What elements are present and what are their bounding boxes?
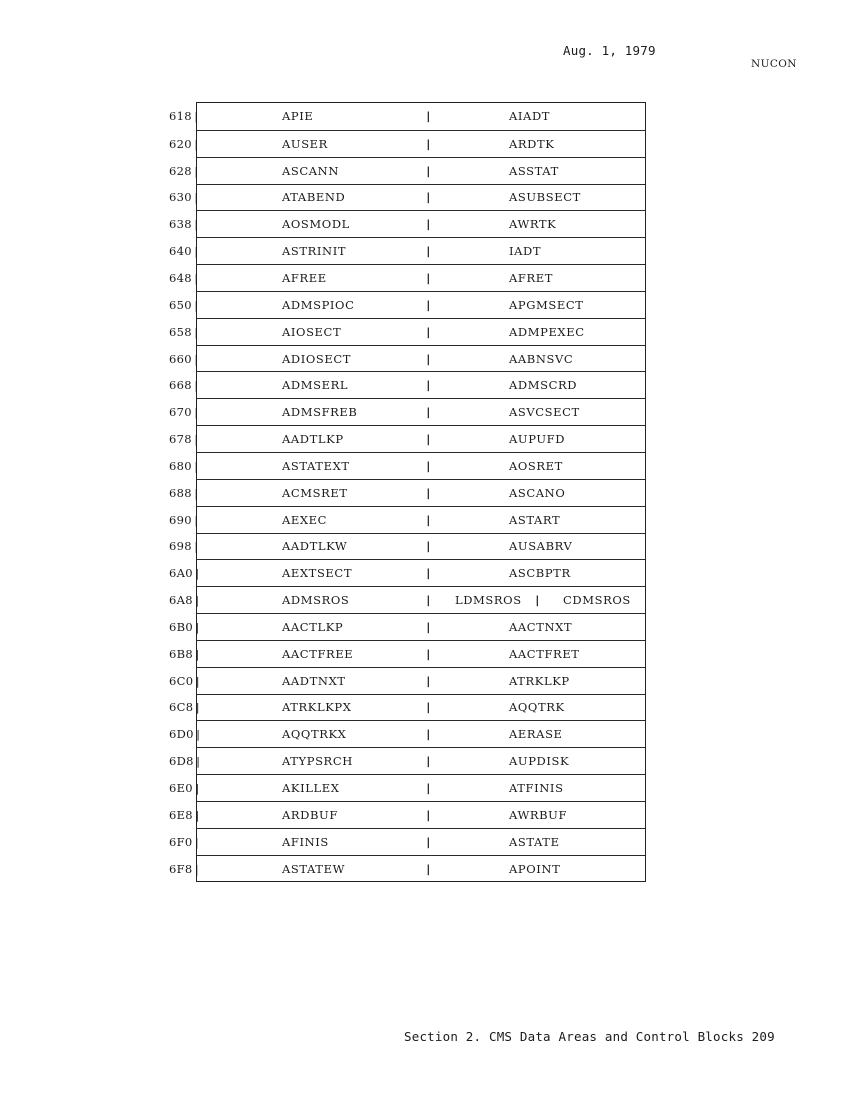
left-field: ADMSFREB: [282, 405, 358, 420]
field-divider: |: [425, 217, 432, 231]
left-field: AADTLKW: [282, 539, 348, 554]
table-row: [169, 559, 645, 586]
row-offset: 648 |: [169, 271, 200, 285]
row-offset: 670 |: [169, 405, 200, 419]
right-field: ADMPEXEC: [509, 324, 585, 339]
right-field: IADT: [509, 244, 542, 259]
right-field-first-half: LDMSROS: [455, 593, 522, 608]
left-field: ADMSROS: [282, 593, 350, 608]
right-field: AWRBUF: [509, 807, 568, 822]
right-field: AFRET: [509, 270, 554, 285]
left-field: AQQTRKX: [282, 727, 347, 742]
row-offset: 680 |: [169, 459, 200, 473]
row-offset: 6C0 |: [169, 674, 201, 688]
table-row: [169, 640, 645, 667]
left-field: AUSER: [282, 136, 328, 151]
table-row: [169, 398, 645, 425]
table-row: [169, 425, 645, 452]
right-field: ATRKLKP: [509, 673, 570, 688]
field-divider: |: [425, 271, 432, 285]
left-field: ASTRINIT: [282, 244, 347, 259]
field-divider: |: [425, 862, 432, 876]
row-offset: 6D8 |: [169, 754, 202, 768]
table-row: [169, 667, 645, 694]
row-offset: 6E8 |: [169, 808, 201, 822]
right-field: AUPDISK: [509, 754, 570, 769]
table-row: [169, 237, 645, 264]
table-row: [169, 345, 645, 372]
field-divider: |: [425, 352, 432, 366]
field-divider: |: [425, 835, 432, 849]
table-row: [169, 506, 645, 533]
left-field: AOSMODL: [282, 217, 350, 232]
field-divider: |: [425, 190, 432, 204]
right-field: ARDTK: [509, 136, 555, 151]
left-field: ATYPSRCH: [282, 754, 353, 769]
field-divider: |: [425, 727, 432, 741]
table-row: [169, 613, 645, 640]
table-row: [169, 720, 645, 747]
right-field-second-half: CDMSROS: [563, 593, 631, 608]
field-divider: |: [425, 405, 432, 419]
page-date: Aug. 1, 1979: [563, 43, 656, 58]
field-divider: |: [425, 325, 432, 339]
row-offset: 6B8 |: [169, 647, 201, 661]
table-row: [169, 855, 645, 882]
right-field: AUPUFD: [509, 432, 566, 447]
field-divider: |: [425, 754, 432, 768]
table-row: [169, 157, 645, 184]
right-field: ASCBPTR: [509, 566, 571, 581]
left-field: AACTLKP: [282, 619, 344, 634]
table-row: [169, 774, 645, 801]
right-field: ADMSCRD: [509, 378, 578, 393]
left-field: AIOSECT: [282, 324, 342, 339]
left-field: ASTATEXT: [282, 458, 350, 473]
right-field: AACTNXT: [509, 619, 573, 634]
left-field: AADTLKP: [282, 432, 344, 447]
left-field: APIE: [282, 109, 314, 124]
field-divider: |: [425, 459, 432, 473]
field-divider: |: [425, 700, 432, 714]
left-field: ASCANN: [282, 163, 340, 178]
table-row: [169, 184, 645, 211]
right-field: AIADT: [509, 109, 551, 124]
field-divider: |: [425, 244, 432, 258]
field-divider: |: [425, 378, 432, 392]
right-field: AERASE: [509, 727, 563, 742]
right-field: AUSABRV: [509, 539, 573, 554]
table-row: [169, 694, 645, 721]
page-number: 209: [751, 1029, 775, 1044]
left-field: AACTFREE: [282, 646, 354, 661]
row-offset: 678 |: [169, 432, 200, 446]
row-offset: 6F8 |: [169, 862, 200, 876]
row-offset: 630 |: [169, 190, 200, 204]
right-field: APOINT: [509, 861, 561, 876]
left-field: ADMSERL: [282, 378, 349, 393]
left-field: ATABEND: [282, 190, 346, 205]
right-field: AOSRET: [509, 458, 563, 473]
right-field: ATFINIS: [509, 781, 564, 796]
right-field: ASSTAT: [509, 163, 559, 178]
control-block-table: [169, 102, 646, 882]
right-field: AQQTRK: [509, 700, 565, 715]
row-offset: 6A8 |: [169, 593, 201, 607]
left-field: ADMSPIOC: [282, 297, 355, 312]
left-field: AKILLEX: [282, 781, 340, 796]
field-divider: |: [425, 539, 432, 553]
table-row: [169, 801, 645, 828]
left-field: ACMSRET: [282, 485, 348, 500]
field-divider: |: [425, 109, 432, 123]
right-field: AACTFRET: [509, 646, 580, 661]
field-divider: |: [425, 620, 432, 634]
table-row: [169, 371, 645, 398]
left-field: AEXEC: [282, 512, 328, 527]
field-divider: |: [425, 566, 432, 580]
field-divider: |: [425, 137, 432, 151]
table-row: [169, 586, 645, 613]
table-row: [169, 318, 645, 345]
field-divider: |: [425, 432, 432, 446]
row-offset: 650 |: [169, 298, 200, 312]
field-divider: |: [425, 164, 432, 178]
field-divider: |: [425, 298, 432, 312]
table-row: [169, 747, 645, 774]
row-offset: 640 |: [169, 244, 200, 258]
half-word-divider: |: [534, 593, 541, 607]
left-field: AFINIS: [282, 834, 329, 849]
right-field: AABNSVC: [509, 351, 574, 366]
field-divider: |: [425, 593, 432, 607]
right-field: APGMSECT: [509, 297, 584, 312]
right-field: ASCANO: [509, 485, 566, 500]
right-field: ASVCSECT: [509, 405, 580, 420]
table-row: [169, 210, 645, 237]
field-divider: |: [425, 513, 432, 527]
table-row: [169, 291, 645, 318]
field-divider: |: [425, 808, 432, 822]
field-divider: |: [425, 486, 432, 500]
table-row: [169, 264, 645, 291]
table-row: [169, 828, 645, 855]
row-offset: 638 |: [169, 217, 200, 231]
right-field: ASTART: [509, 512, 561, 527]
table-row: [169, 103, 645, 130]
row-offset: 6A0 |: [169, 566, 201, 580]
row-offset: 618 |: [169, 109, 200, 123]
row-offset: 668 |: [169, 378, 200, 392]
row-offset: 690 |: [169, 513, 200, 527]
row-offset: 6F0 |: [169, 835, 200, 849]
footer-section-title: Section 2. CMS Data Areas and Control Blocks: [404, 1029, 744, 1044]
row-offset: 698 |: [169, 539, 200, 553]
table-row: [169, 533, 645, 560]
row-offset: 6E0 |: [169, 781, 201, 795]
row-offset: 6B0 |: [169, 620, 201, 634]
row-offset: 628 |: [169, 164, 200, 178]
field-divider: |: [425, 674, 432, 688]
row-offset: 6C8 |: [169, 700, 201, 714]
row-offset: 620 |: [169, 137, 200, 151]
right-field: ASUBSECT: [509, 190, 581, 205]
page-footer: [404, 1029, 775, 1044]
row-offset: 660 |: [169, 352, 200, 366]
table-row: [169, 479, 645, 506]
left-field: AEXTSECT: [282, 566, 353, 581]
left-field: AADTNXT: [282, 673, 346, 688]
left-field: ARDBUF: [282, 807, 338, 822]
left-field: AFREE: [282, 270, 327, 285]
field-divider: |: [425, 781, 432, 795]
left-field: ADIOSECT: [282, 351, 352, 366]
left-field: ATRKLKPX: [282, 700, 352, 715]
left-field: ASTATEW: [282, 861, 345, 876]
table-row: [169, 452, 645, 479]
row-offset: 688 |: [169, 486, 200, 500]
row-offset: 658 |: [169, 325, 200, 339]
right-field: ASTATE: [509, 834, 560, 849]
company-label: NUCON: [751, 58, 797, 70]
table-row: [169, 130, 645, 157]
field-divider: |: [425, 647, 432, 661]
row-offset: 6D0 |: [169, 727, 202, 741]
right-field: AWRTK: [509, 217, 557, 232]
